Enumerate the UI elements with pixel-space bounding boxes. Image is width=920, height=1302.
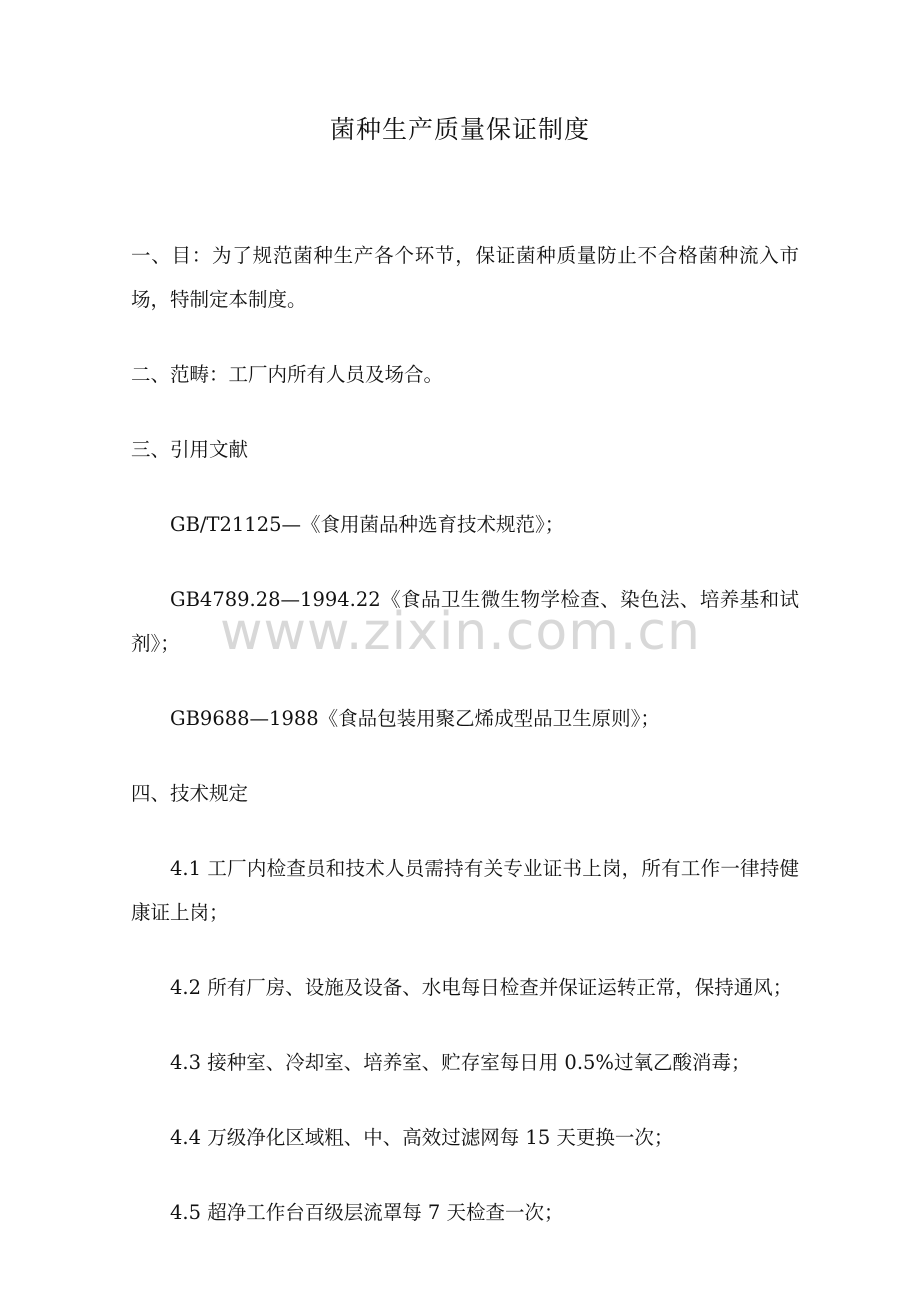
- paragraph-rule-4-4: 4.4 万级净化区域粗、中、高效过滤网每 15 天更换一次；: [170, 1126, 674, 1149]
- document-title: 菌种生产质量保证制度: [329, 115, 590, 144]
- paragraph-rule-4-1: 4.1 工厂内检查员和技术人员需持有关专业证书上岗，所有工作一律持健康证上岗；: [131, 857, 799, 924]
- paragraph-references-heading: 三、引用文献: [131, 438, 249, 461]
- paragraph-purpose: 一、目：为了规范菌种生产各个环节，保证菌种质量防止不合格菌种流入市场，特制定本制度。: [131, 244, 799, 311]
- paragraph-reference-2: GB4789.28—1994.22《食品卫生微生物学检查、染色法、培养基和试剂》；: [131, 588, 799, 655]
- document-body: [131, 234, 799, 1266]
- paragraph-rule-4-3: 4.3 接种室、冷却室、培养室、贮存室每日用 0.5%过氧乙酸消毒；: [170, 1051, 751, 1074]
- site-watermark: www.zixin.com.cn: [220, 602, 701, 662]
- paragraph-rule-4-5: 4.5 超净工作台百级层流罩每 7 天检查一次；: [170, 1201, 564, 1224]
- paragraph-technical-heading: 四、技术规定: [131, 782, 249, 805]
- paragraph-reference-3: GB9688—1988《食品包装用聚乙烯成型品卫生原则》；: [170, 707, 660, 730]
- paragraph-scope: 二、范畴：工厂内所有人员及场合。: [131, 363, 444, 386]
- paragraph-rule-4-2: 4.2 所有厂房、设施及设备、水电每日检查并保证运转正常，保持通风；: [170, 976, 793, 999]
- paragraph-reference-1: GB/T21125—《食用菌品种选育技术规范》；: [170, 513, 565, 536]
